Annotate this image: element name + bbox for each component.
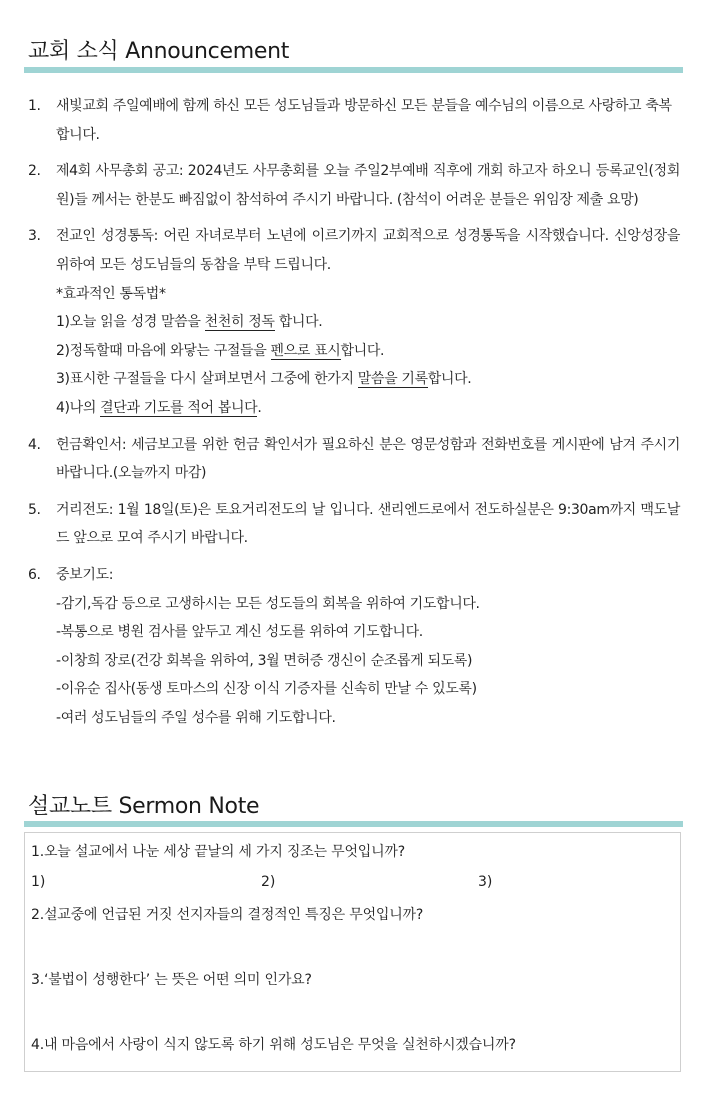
- prayer-request: -이유순 집사(동생 토마스의 신장 이식 기증자를 신속히 만날 수 있도록): [56, 681, 477, 698]
- prayer-request: -여러 성도님들의 주일 성수를 위해 기도합니다.: [56, 709, 336, 726]
- announcement-item-4: [28, 431, 680, 488]
- announcement-item-2: [28, 157, 680, 214]
- announcement-number: 4.: [28, 436, 41, 453]
- announcement-text: 전교인 성경통독: 어린 자녀로부터 노년에 이르기까지 교회적으로 성경통독을 시작했습니다. 신앙성장을 위하여 모든 성도님들의 동참을 부탁 드립니다.: [56, 228, 680, 273]
- announcement-number: 5.: [28, 501, 41, 518]
- announcement-title: 교회 소식 Announcement: [28, 39, 290, 64]
- announcement-text: 헌금확인서: 세금보고를 위한 헌금 확인서가 필요하신 분은 영문성함과 전화번호를 게시판에 남겨 주시기 바랍니다.(오늘까지 마감): [56, 436, 680, 482]
- announcement-list: [28, 92, 680, 732]
- sermon-question-3: 3.‘불법이 성행한다’ 는 뜻은 어떤 의미 인가요?: [31, 972, 312, 988]
- sermon-question-2: 2.설교중에 언급된 거짓 선지자들의 결정적인 특징은 무엇입니까?: [31, 907, 424, 923]
- announcement-title-rule: [24, 67, 683, 73]
- announcement-number: 2.: [28, 163, 41, 180]
- announcement-item-6: [28, 561, 680, 733]
- sermon-note-title: 설교노트 Sermon Note: [28, 794, 260, 819]
- answer-label-2: 2): [261, 874, 276, 890]
- announcement-number: 3.: [28, 228, 41, 245]
- prayer-request: -복통으로 병원 검사를 앞두고 계신 성도를 위하여 기도합니다.: [56, 624, 423, 641]
- answer-label-3: 3): [478, 874, 493, 890]
- sermon-question-4: 4.내 마음에서 사랑이 식지 않도록 하기 위해 성도님은 무엇을 실천하시겠습니까?: [31, 1037, 516, 1053]
- announcement-text: 새빛교회 주일예배에 함께 하신 모든 성도님들과 방문하신 모든 분들을 예수님의 이름으로 사랑하고 축복합니다.: [56, 98, 672, 143]
- sermon-note-box: [24, 832, 681, 1072]
- announcement-text: 중보기도:: [56, 566, 114, 583]
- prayer-request: -감기,독감 등으로 고생하시는 모든 성도들의 회복을 위하여 기도합니다.: [56, 595, 480, 612]
- sermon-question-1: 1.오늘 설교에서 나눈 세상 끝날의 세 가지 징조는 무엇입니까?: [31, 844, 405, 860]
- announcement-number: 1.: [28, 98, 41, 114]
- reading-step-3: 3)표시한 구절들을 다시 살펴보면서 그중에 한가지 말씀을 기록합니다.: [56, 371, 472, 388]
- announcement-number: 6.: [28, 566, 41, 583]
- announcement-item-1: [28, 92, 680, 149]
- announcement-item-3: [28, 222, 680, 422]
- answer-label-1: 1): [31, 874, 46, 890]
- reading-step-2: 2)정독할때 마음에 와닿는 구절들을 펜으로 표시합니다.: [56, 342, 385, 359]
- reading-step-1: 1)오늘 읽을 성경 말씀을 천천히 정독 합니다.: [56, 314, 323, 331]
- prayer-request: -이창희 장로(건강 회복을 위하여, 3월 면허증 갱신이 순조롭게 되도록): [56, 652, 473, 669]
- announcement-text: 거리전도: 1월 18일(토)은 토요거리전도의 날 입니다. 샌리엔드로에서 전도하실분은 9:30am까지 맥도날드 앞으로 모여 주시기 바랍니다.: [56, 501, 680, 547]
- announcement-item-5: [28, 496, 680, 553]
- reading-method-title: *효과적인 통독법*: [56, 285, 166, 302]
- sermon-note-title-rule: [24, 821, 683, 827]
- announcement-text: 제4회 사무총회 공고: 2024년도 사무총회를 오늘 주일2부예배 직후에 개회 하고자 하오니 등록교인(정회원)들 께서는 한분도 빠짐없이 참석하여 주시기 바랍니다. (참석이 어려운 분들은 위임장 제출 요망): [56, 163, 680, 208]
- reading-step-4: 4)나의 결단과 기도를 적어 봅니다.: [56, 399, 262, 416]
